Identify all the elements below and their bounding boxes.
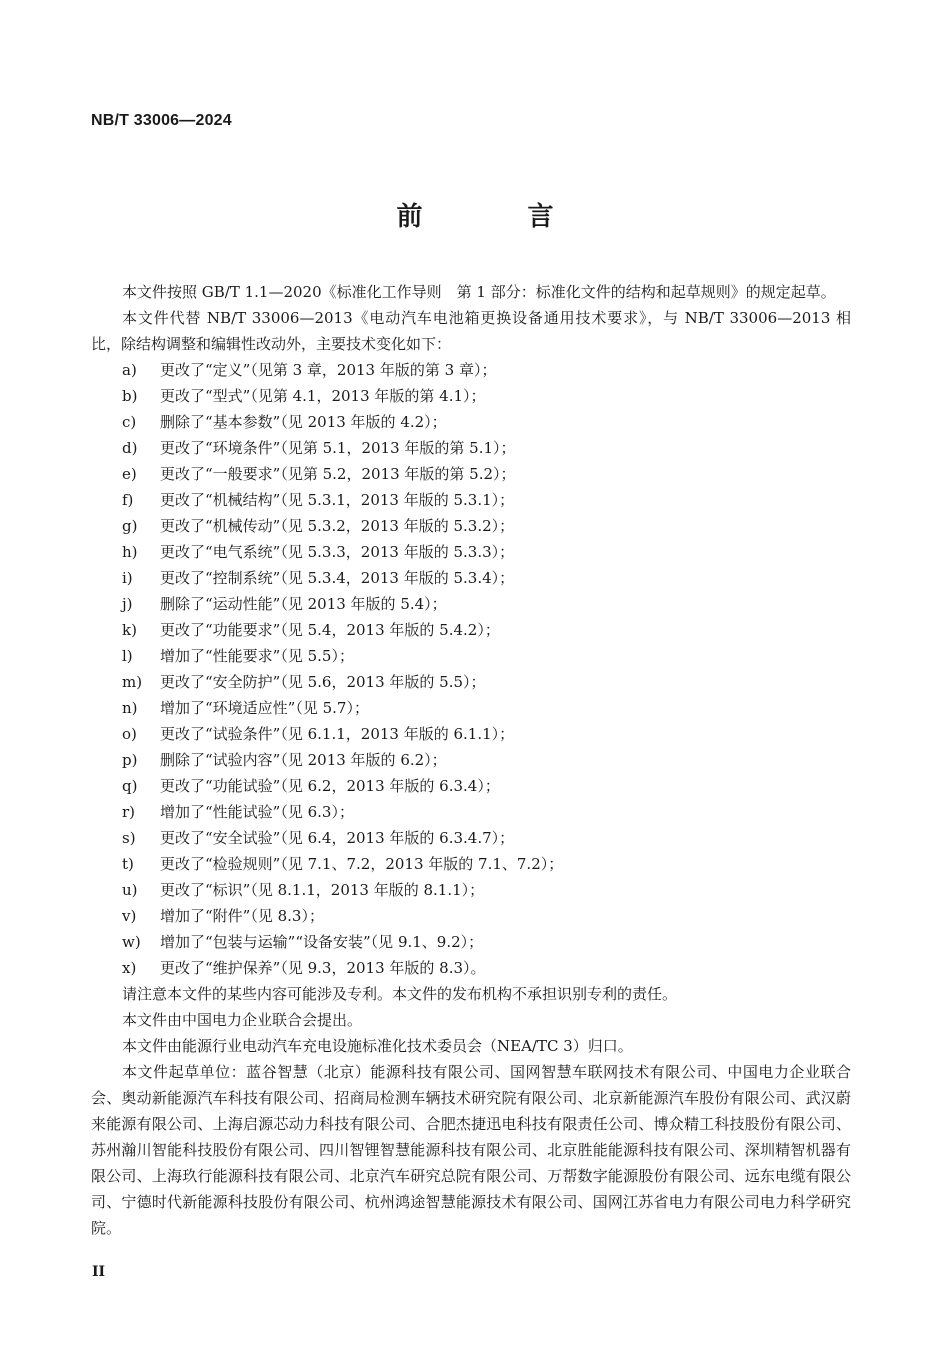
list-item-text: 更改了“试验条件”（见 6.1.1，2013 年版的 6.1.1）； [160, 725, 515, 743]
change-list-item [91, 461, 851, 487]
list-item-text: 更改了“环境条件”（见第 5.1，2013 年版的第 5.1）； [160, 439, 516, 457]
document-code: NB/T 33006—2024 [91, 112, 232, 129]
list-item-text: 更改了“机械结构”（见 5.3.1，2013 年版的 5.3.1）； [160, 491, 515, 509]
intro-paragraph: 本文件按照 GB/T 1.1—2020《标准化工作导则 第 1 部分：标准化文件的结构和起草规则》的规定起草。 [122, 283, 836, 301]
list-item-marker: b) [122, 387, 138, 405]
list-item-marker: l) [122, 647, 133, 665]
change-list-item [91, 695, 851, 721]
list-item-text: 更改了“功能试验”（见 6.2，2013 年版的 6.3.4）； [160, 777, 500, 795]
list-item-text: 更改了“控制系统”（见 5.3.4，2013 年版的 5.3.4）； [160, 569, 515, 587]
drafting-units-paragraph: 本文件起草单位：蓝谷智慧（北京）能源科技有限公司、国网智慧车联网技术有限公司、中国电力企业联合会、奥动新能源汽车科技有限公司、招商局检测车辆技术研究院有限公司、北京新能源汽车股份有限公司、武汉蔚来能源有限公司、上海启源芯动力科技有限公司、合肥杰捷迅电科技有限责任公司、博众精工科技股份有限公司、苏州瀚川智能科技股份有限公司、四川智锂智慧能源科技有限公司、北京胜能能源科技有限公司、深圳精智机器有限公司、上海玖行能源科技有限公司、北京汽车研究总院有限公司、万帮数字能源股份有限公司、远东电缆有限公司、宁德时代新能源科技股份有限公司、杭州鸿途智慧能源技术有限公司、国网江苏省电力有限公司电力科学研究院。 [91, 1063, 851, 1237]
page-title: 前 言 [396, 202, 602, 232]
list-item-text: 删除了“基本参数”（见 2013 年版的 4.2）； [160, 413, 447, 431]
closing-paragraph: 本文件由能源行业电动汽车充电设施标准化技术委员会（NEA/TC 3）归口。 [122, 1037, 633, 1055]
list-item-marker: e) [122, 465, 137, 483]
list-item-marker: w) [122, 933, 141, 951]
list-item-marker: x) [122, 959, 137, 977]
list-item-marker: a) [122, 361, 137, 379]
change-list-item [91, 383, 851, 409]
foreword-body [91, 279, 851, 1241]
change-list-item [91, 721, 851, 747]
change-list-item [91, 903, 851, 929]
list-item-marker: f) [122, 491, 134, 509]
list-item-text: 增加了“包装与运输”“设备安装”（见 9.1、9.2）； [160, 933, 484, 951]
list-item-text: 更改了“安全防护”（见 5.6，2013 年版的 5.5）； [160, 673, 486, 691]
list-item-marker: v) [122, 907, 137, 925]
closing-paragraph: 本文件由中国电力企业联合会提出。 [122, 1011, 363, 1029]
change-list-item [91, 409, 851, 435]
list-item-marker: u) [122, 881, 138, 899]
list-item-text: 更改了“机械传动”（见 5.3.2，2013 年版的 5.3.2）； [160, 517, 515, 535]
list-item-text: 增加了“性能要求”（见 5.5）； [160, 647, 354, 665]
change-list-item [91, 799, 851, 825]
list-item-text: 更改了“安全试验”（见 6.4，2013 年版的 6.3.4.7）； [160, 829, 515, 847]
list-item-marker: d) [122, 439, 138, 457]
list-item-text: 删除了“运动性能”（见 2013 年版的 5.4）； [160, 595, 447, 613]
change-list-item [91, 539, 851, 565]
list-item-text: 更改了“维护保养”（见 9.3，2013 年版的 8.3）。 [160, 959, 486, 977]
change-list-item [91, 669, 851, 695]
change-list-item [91, 825, 851, 851]
change-list-item [91, 773, 851, 799]
list-item-text: 增加了“性能试验”（见 6.3）； [160, 803, 354, 821]
list-item-text: 更改了“标识”（见 8.1.1，2013 年版的 8.1.1）； [160, 881, 485, 899]
list-item-marker: s) [122, 829, 136, 847]
list-item-marker: n) [122, 699, 138, 717]
list-item-marker: h) [122, 543, 138, 561]
list-item-marker: k) [122, 621, 137, 639]
change-list-item [91, 565, 851, 591]
list-item-text: 增加了“环境适应性”（见 5.7）； [160, 699, 369, 717]
change-list-item [91, 357, 851, 383]
change-list-item [91, 747, 851, 773]
list-item-marker: j) [122, 595, 133, 613]
change-list-item [91, 955, 851, 981]
change-list-item [91, 617, 851, 643]
list-item-marker: p) [122, 751, 138, 769]
list-item-marker: m) [122, 673, 143, 691]
page-number: II [92, 1264, 106, 1280]
list-item-marker: i) [122, 569, 133, 587]
list-item-text: 增加了“附件”（见 8.3）； [160, 907, 324, 925]
list-item-marker: g) [122, 517, 138, 535]
list-item-text: 更改了“电气系统”（见 5.3.3，2013 年版的 5.3.3）； [160, 543, 515, 561]
list-item-marker: o) [122, 725, 137, 743]
list-item-text: 更改了“定义”（见第 3 章，2013 年版的第 3 章）； [160, 361, 497, 379]
list-item-text: 更改了“功能要求”（见 5.4，2013 年版的 5.4.2）； [160, 621, 500, 639]
change-list-item [91, 929, 851, 955]
list-item-marker: t) [122, 855, 134, 873]
change-list-item [91, 851, 851, 877]
change-list-item [91, 643, 851, 669]
change-list-item [91, 877, 851, 903]
intro-paragraph: 本文件代替 NB/T 33006—2013《电动汽车电池箱更换设备通用技术要求》，与 NB/T 33006—2013 相比，除结构调整和编辑性改动外，主要技术变化如下： [91, 309, 851, 353]
list-item-marker: c) [122, 413, 137, 431]
changes-list [91, 357, 851, 981]
list-item-marker: r) [122, 803, 136, 821]
list-item-text: 删除了“试验内容”（见 2013 年版的 6.2）； [160, 751, 447, 769]
list-item-text: 更改了“型式”（见第 4.1，2013 年版的第 4.1）； [160, 387, 486, 405]
change-list-item [91, 513, 851, 539]
list-item-text: 更改了“一般要求”（见第 5.2，2013 年版的第 5.2）； [160, 465, 516, 483]
list-item-text: 更改了“检验规则”（见 7.1、7.2，2013 年版的 7.1、7.2）； [160, 855, 564, 873]
closing-paragraph: 请注意本文件的某些内容可能涉及专利。本文件的发布机构不承担识别专利的责任。 [122, 985, 678, 1003]
change-list-item [91, 487, 851, 513]
change-list-item [91, 435, 851, 461]
list-item-marker: q) [122, 777, 138, 795]
change-list-item [91, 591, 851, 617]
